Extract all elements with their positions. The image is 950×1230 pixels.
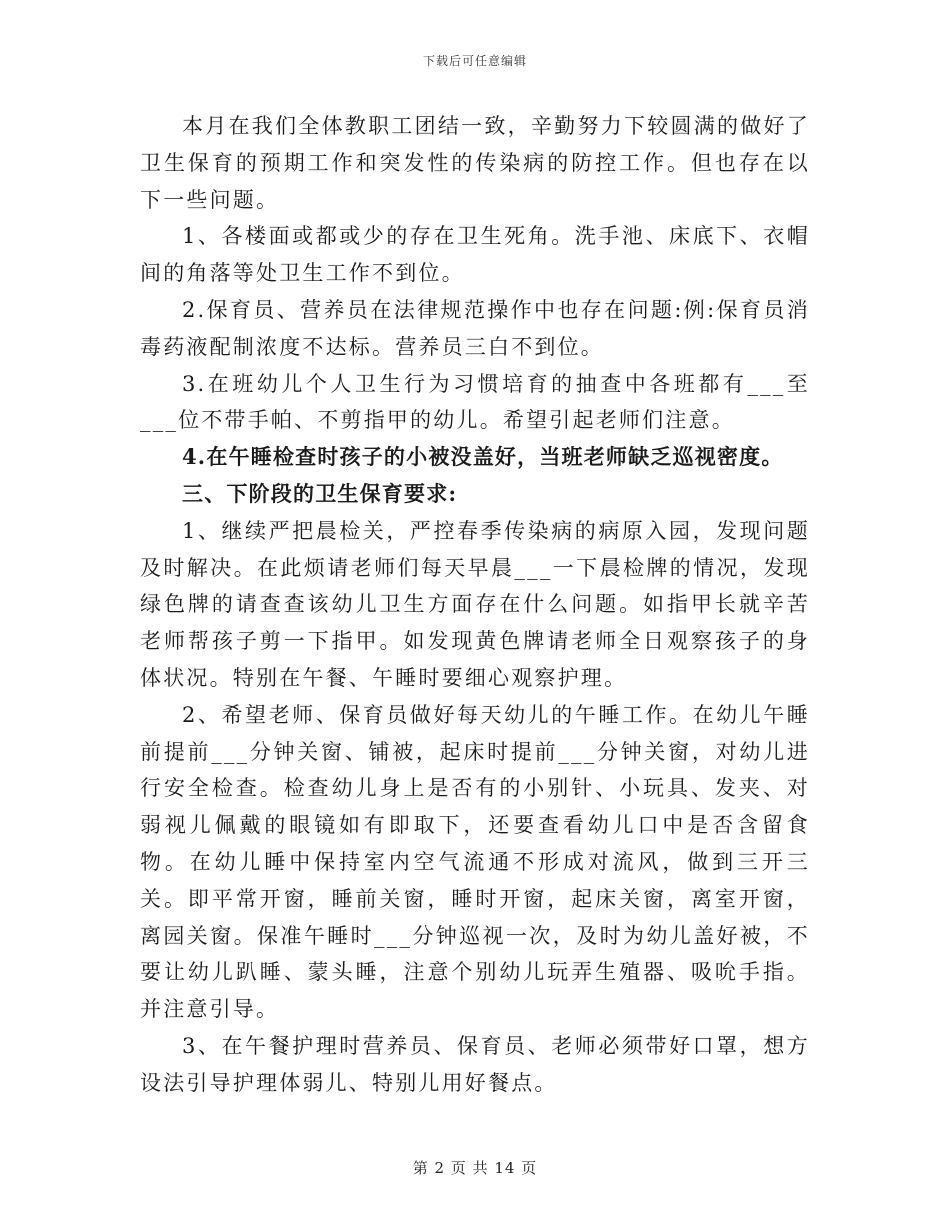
issue-3-paragraph: 3.在班幼儿个人卫生行为习惯培育的抽查中各班都有___至___位不带手帕、不剪指甲的幼儿。希望引起老师们注意。 — [140, 371, 810, 433]
document-body — [140, 108, 810, 1102]
requirement-2-paragraph: 2、希望老师、保育员做好每天幼儿的午睡工作。在幼儿午睡前提前___分钟关窗、铺被，起床时提前___分钟关窗，对幼儿进行安全检查。检查幼儿身上是否有的小别针、小玩具、发夹、对弱视儿佩戴的眼镜如有即取下，还要查看幼儿口中是否含留食物。在幼儿睡中保持室内空气流通不形成对流风，做到三开三关。即平常开窗，睡前关窗，睡时开窗，起床关窗，离室开窗，离园关窗。保准午睡时___分钟巡视一次，及时为幼儿盖好被，不要让幼儿趴睡、蒙头睡，注意个别幼儿玩弄生殖器、吸吮手指。并注意引导。 — [140, 702, 810, 1022]
issue-1-paragraph: 1、各楼面或都或少的存在卫生死角。洗手池、床底下、衣帽间的角落等处卫生工作不到位。 — [140, 224, 810, 286]
requirement-3-paragraph: 3、在午餐护理时营养员、保育员、老师必须带好口罩，想方设法引导护理体弱儿、特别儿用好餐点。 — [140, 1033, 810, 1095]
intro-paragraph: 本月在我们全体教职工团结一致，辛勤努力下较圆满的做好了卫生保育的预期工作和突发性的传染病的防控工作。但也存在以下一些问题。 — [140, 114, 810, 212]
page-header: 下载后可任意编辑 — [422, 54, 527, 68]
page-footer: 第 2 页 共 14 页 — [412, 1159, 538, 1177]
section-heading: 三、下阶段的卫生保育要求: — [182, 480, 458, 506]
requirement-1-paragraph: 1、继续严把晨检关，严控春季传染病的病原入园，发现问题及时解决。在此烦请老师们每天早晨___一下晨检牌的情况，发现绿色牌的请查查该幼儿卫生方面存在什么问题。如指甲长就辛苦老师帮孩子剪一下指甲。如发现黄色牌请老师全日观察孩子的身体状况。特别在午餐、午睡时要细心观察护理。 — [140, 518, 810, 690]
issue-2-paragraph: 2.保育员、营养员在法律规范操作中也存在问题:例:保育员消毒药液配制浓度不达标。营养员三白不到位。 — [140, 297, 810, 359]
issue-4-paragraph: 4.在午睡检查时孩子的小被没盖好，当班老师缺乏巡视密度。 — [182, 444, 784, 470]
